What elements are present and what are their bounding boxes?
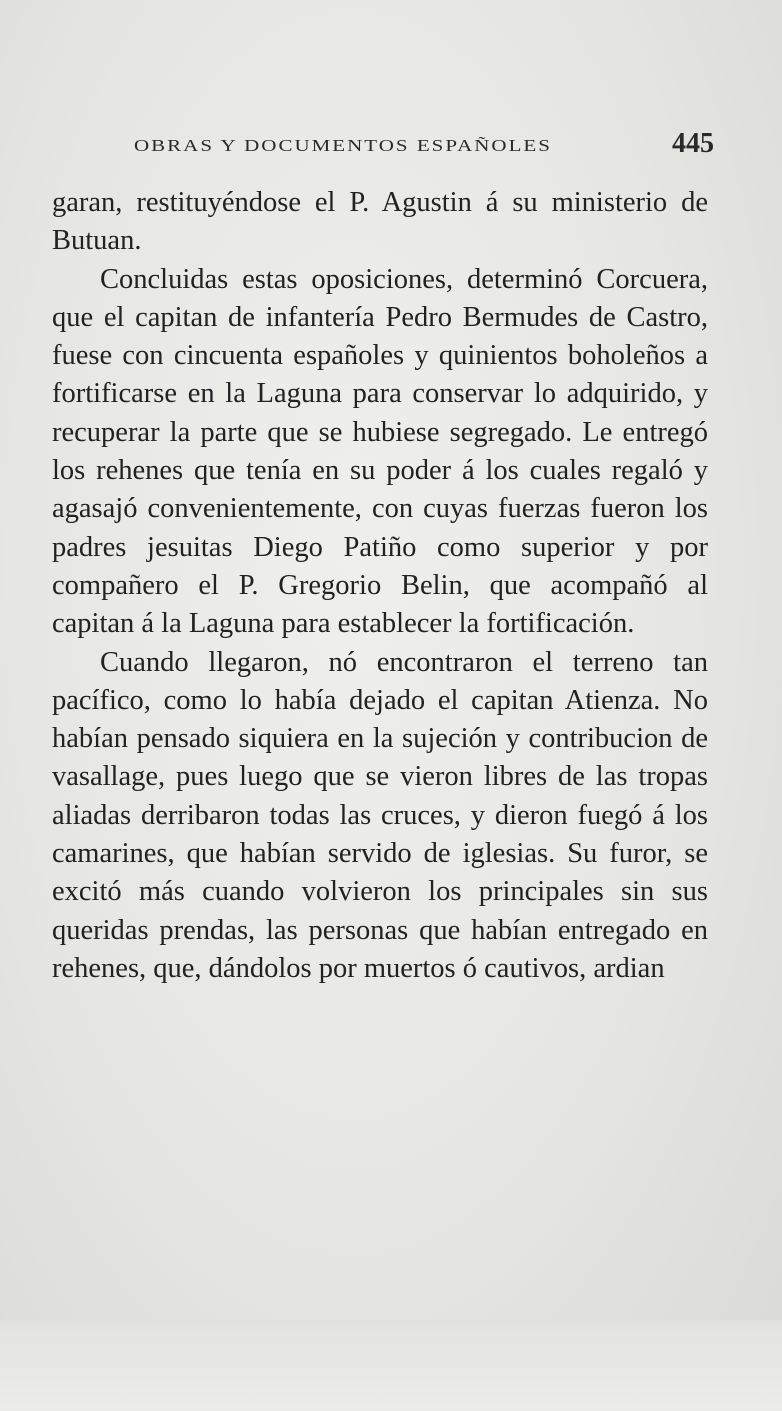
paragraph-3: Cuando llegaron, nó encontraron el terreno tan pacífico, como lo había dejado el capitan Atienza. No habían pensado siquiera en la sujeción y contribucion de vasallage, pues luego que se vieron libres de las tropas aliadas derribaron todas las cruces, y dieron fuegó á los camarines, que habían servido de iglesias. Su furor, se excitó más cuando volvieron los principales sin sus queridas prendas, las personas que habían entregado en rehenes, que, dándolos por muertos ó cautivos, ardian (52, 646, 708, 984)
page-number: 445 (672, 128, 714, 159)
page-margin (0, 1320, 782, 1411)
body-text (52, 184, 708, 988)
paragraph-2: Concluidas estas oposiciones, determinó Corcuera, que el capitan de infantería Pedro Bermudes de Castro, fuese con cincuenta españoles y quinientos boholeños a fortificarse en la Laguna para conservar lo adquirido, y recuperar la parte que se hubiese segregado. Le entregó los rehenes que tenía en su poder á los cuales regaló y agasajó convenientemente, con cuyas fuerzas fueron los padres jesuitas Diego Patiño como superior y por compañero el P. Gregorio Belin, que acompañó al capitan á la Laguna para establecer la fortificación. (52, 263, 708, 640)
running-title: OBRAS Y DOCUMENTOS ESPAÑOLES (134, 135, 552, 155)
running-header (134, 128, 714, 164)
paragraph-1: garan, restituyéndose el P. Agustin á su ministerio de Butuan. (52, 187, 708, 257)
